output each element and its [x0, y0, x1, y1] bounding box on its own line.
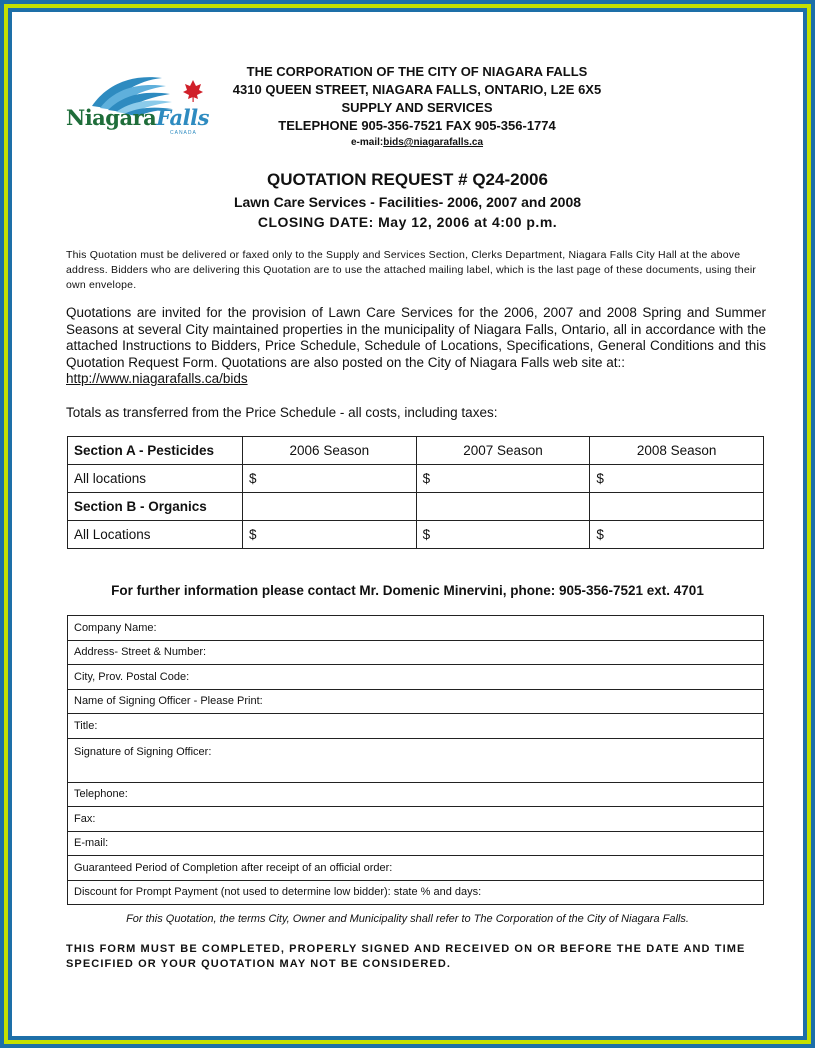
season-2007-header: 2007 Season — [416, 437, 590, 465]
price-cell-b-2008[interactable]: $ — [590, 521, 764, 549]
fax-field[interactable]: Fax: — [68, 807, 764, 832]
quotation-title: QUOTATION REQUEST # Q24-2006 — [267, 170, 548, 189]
terms-note: For this Quotation, the terms City, Owner and Municipality shall refer to The Corporation of the City of Niagara Falls. — [126, 913, 689, 925]
prompt-payment-discount-field[interactable]: Discount for Prompt Payment (not used to determine low bidder): state % and days: — [68, 880, 764, 905]
row-label: All locations — [68, 465, 243, 493]
table-row — [68, 465, 764, 493]
company-name-field[interactable]: Company Name: — [68, 616, 764, 641]
company-info-form — [67, 615, 764, 905]
intro-paragraph: Quotations are invited for the provision of Lawn Care Services for the 2006, 2007 and 2008 Spring and Summer Seasons at several City maintained properties in the municipality of Niagara Falls, Ontario, all in accordance with the attached Instructions to Bidders, Price Schedule, Schedule of Locations, Specifications, General Conditions and this Quotation Request Form. Quotations are also posted on the City of Niagara Falls web site at:: http://www.niagarafalls.ca/bids — [66, 305, 766, 386]
table-row — [68, 493, 764, 521]
contact-info: For further information please contact Mr. Domenic Minervini, phone: 905-356-7521 ext. 4701 — [111, 583, 704, 598]
table-row — [68, 521, 764, 549]
price-cell-a-2007[interactable]: $ — [416, 465, 590, 493]
price-cell-a-2006[interactable]: $ — [243, 465, 417, 493]
season-2008-header: 2008 Season — [590, 437, 764, 465]
header-department: SUPPLY AND SERVICES — [341, 100, 493, 115]
email-field[interactable]: E-mail: — [68, 831, 764, 856]
row-label: All Locations — [68, 521, 243, 549]
empty-cell — [416, 493, 590, 521]
title-field[interactable]: Title: — [68, 714, 764, 739]
price-summary-table — [67, 436, 764, 549]
totals-label: Totals as transferred from the Price Schedule - all costs, including taxes: — [66, 405, 498, 420]
empty-cell — [590, 493, 764, 521]
inner-frame — [8, 8, 807, 1040]
section-a-heading: Section A - Pesticides — [68, 437, 243, 465]
header-phone: TELEPHONE 905-356-7521 FAX 905-356-1774 — [278, 118, 556, 133]
delivery-instructions: This Quotation must be delivered or faxed only to the Supply and Services Section, Clerks Department, Niagara Falls City Hall at the above address. Bidders who are delivering this Quotation are to use the attached mailing label, which is the last page of these documents, using their own envelope. — [66, 249, 757, 291]
header-email: e-mail:bids@niagarafalls.ca — [350, 137, 484, 148]
logo-subtext: CANADA — [170, 130, 197, 136]
header-org: THE CORPORATION OF THE CITY OF NIAGARA FALLS — [246, 64, 588, 79]
email-link[interactable]: bids@niagarafalls.ca — [383, 137, 484, 148]
price-cell-b-2007[interactable]: $ — [416, 521, 590, 549]
telephone-field[interactable]: Telephone: — [68, 782, 764, 807]
empty-cell — [243, 493, 417, 521]
price-cell-a-2008[interactable]: $ — [590, 465, 764, 493]
season-2006-header: 2006 Season — [243, 437, 417, 465]
logo-wordmark: NiagaraFalls — [66, 105, 209, 130]
quotation-subtitle: Lawn Care Services - Facilities- 2006, 2007 and 2008 — [233, 194, 582, 210]
city-postal-field[interactable]: City, Prov. Postal Code: — [68, 665, 764, 690]
section-b-heading: Section B - Organics — [68, 493, 243, 521]
outer-frame — [4, 4, 811, 1044]
signing-officer-name-field[interactable]: Name of Signing Officer - Please Print: — [68, 689, 764, 714]
closing-date: CLOSING DATE: May 12, 2006 at 4:00 p.m. — [257, 214, 558, 230]
table-row — [68, 437, 764, 465]
bids-website-link[interactable]: http://www.niagarafalls.ca/bids — [66, 371, 248, 386]
header-address: 4310 QUEEN STREET, NIAGARA FALLS, ONTARIO, L2E 6X5 — [232, 82, 602, 97]
address-field[interactable]: Address- Street & Number: — [68, 640, 764, 665]
signature-field[interactable]: Signature of Signing Officer: — [68, 738, 764, 782]
submission-warning: THIS FORM MUST BE COMPLETED, PROPERLY SIGNED AND RECEIVED ON OR BEFORE THE DATE AND TIME SPECIFIED OR YOUR QUOTATION MAY NOT BE CONSIDERED. — [66, 943, 746, 970]
completion-period-field[interactable]: Guaranteed Period of Completion after receipt of an official order: — [68, 856, 764, 881]
price-cell-b-2006[interactable]: $ — [243, 521, 417, 549]
document-page — [12, 12, 803, 1036]
